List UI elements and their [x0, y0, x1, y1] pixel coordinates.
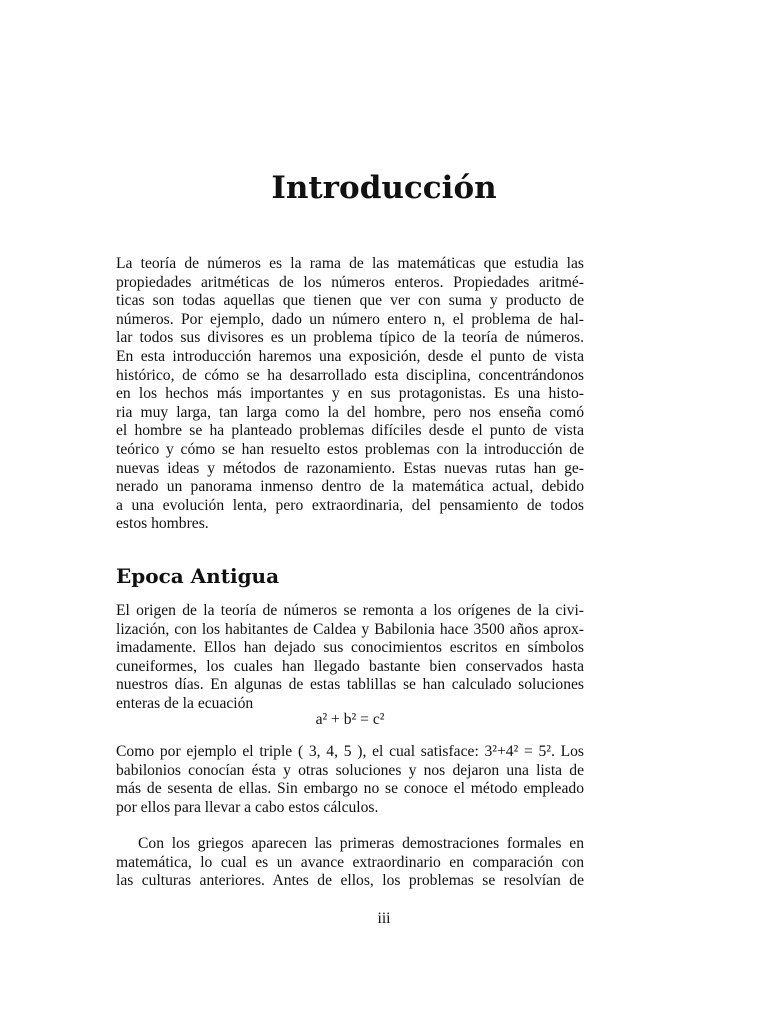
text-line: el hombre se ha planteado problemas difíciles desde el punto de vista [116, 422, 584, 440]
text-line: en los hechos más importantes y en sus protagonistas. Es una histo- [116, 385, 584, 403]
text-line: a una evolución lenta, pero extraordinaria, del pensamiento de todos [116, 496, 584, 514]
text-line: ticas son todas aquellas que tienen que ver con suma y producto de [116, 292, 584, 310]
text-line: histórico, de cómo se ha desarrollado esta disciplina, concentrándonos [116, 366, 584, 384]
text-line: teórico y cómo se han resuelto estos problemas con la introducción de [116, 440, 584, 458]
section-paragraph-2 [116, 743, 584, 817]
text-line: La teoría de números es la rama de las matemáticas que estudia las [116, 255, 584, 272]
text-line: enteras de la ecuación [116, 694, 254, 712]
text-line: más de sesenta de ellas. Sin embargo no se conoce el método empleado [116, 780, 584, 798]
text-line: las culturas anteriores. Antes de ellos, los problemas se resolvían de [116, 872, 584, 890]
chapter-title: Introducción [271, 170, 497, 206]
section-paragraph-1 [116, 602, 584, 714]
text-line: matemática, lo cual es un avance extraordinario en comparación con [116, 853, 584, 871]
text-line: Como por ejemplo el triple ( 3, 4, 5 ), el cual satisface: 3²+4² = 5². Los [116, 743, 584, 760]
text-line: cuneiformes, los cuales han llegado bastante bien conservados hasta [116, 657, 584, 675]
intro-paragraph [116, 255, 584, 534]
text-line: lar todos sus divisores es un problema típico de la teoría de números. [116, 329, 584, 347]
section-title: Epoca Antigua [116, 564, 280, 588]
text-line: En esta introducción haremos una exposición, desde el punto de vista [116, 347, 584, 365]
text-line: imadamente. Ellos han dejado sus conocimientos escritos en símbolos [116, 639, 584, 657]
text-line: Con los griegos aparecen las primeras demostraciones formales en [138, 835, 584, 852]
text-line: por ellos para llevar a cabo estos cálculos. [116, 798, 379, 816]
page-number: iii [377, 910, 391, 927]
text-line: El origen de la teoría de números se remonta a los orígenes de la civi- [116, 602, 584, 619]
text-line: nerado un panorama inmenso dentro de la matemática actual, debido [116, 478, 584, 496]
text-line: lización, con los habitantes de Caldea y Babilonia hace 3500 años aprox- [116, 620, 584, 638]
text-line: estos hombres. [116, 515, 209, 533]
text-line: nuevas ideas y métodos de razonamiento. Estas nuevas rutas han ge- [116, 459, 584, 477]
section-paragraph-3 [116, 835, 584, 891]
text-line: números. Por ejemplo, dado un número entero n, el problema de hal- [116, 310, 584, 328]
text-line: ria muy larga, tan larga como la del hombre, pero nos enseña comó [116, 403, 584, 421]
text-line: babilonios conocían ésta y otras soluciones y nos dejaron una lista de [116, 761, 584, 779]
text-line: propiedades aritméticas de los números enteros. Propiedades aritmé- [116, 273, 584, 291]
text-line: nuestros días. En algunas de estas tablillas se han calculado soluciones [116, 676, 584, 694]
equation: a² + b² = c² [315, 711, 385, 728]
